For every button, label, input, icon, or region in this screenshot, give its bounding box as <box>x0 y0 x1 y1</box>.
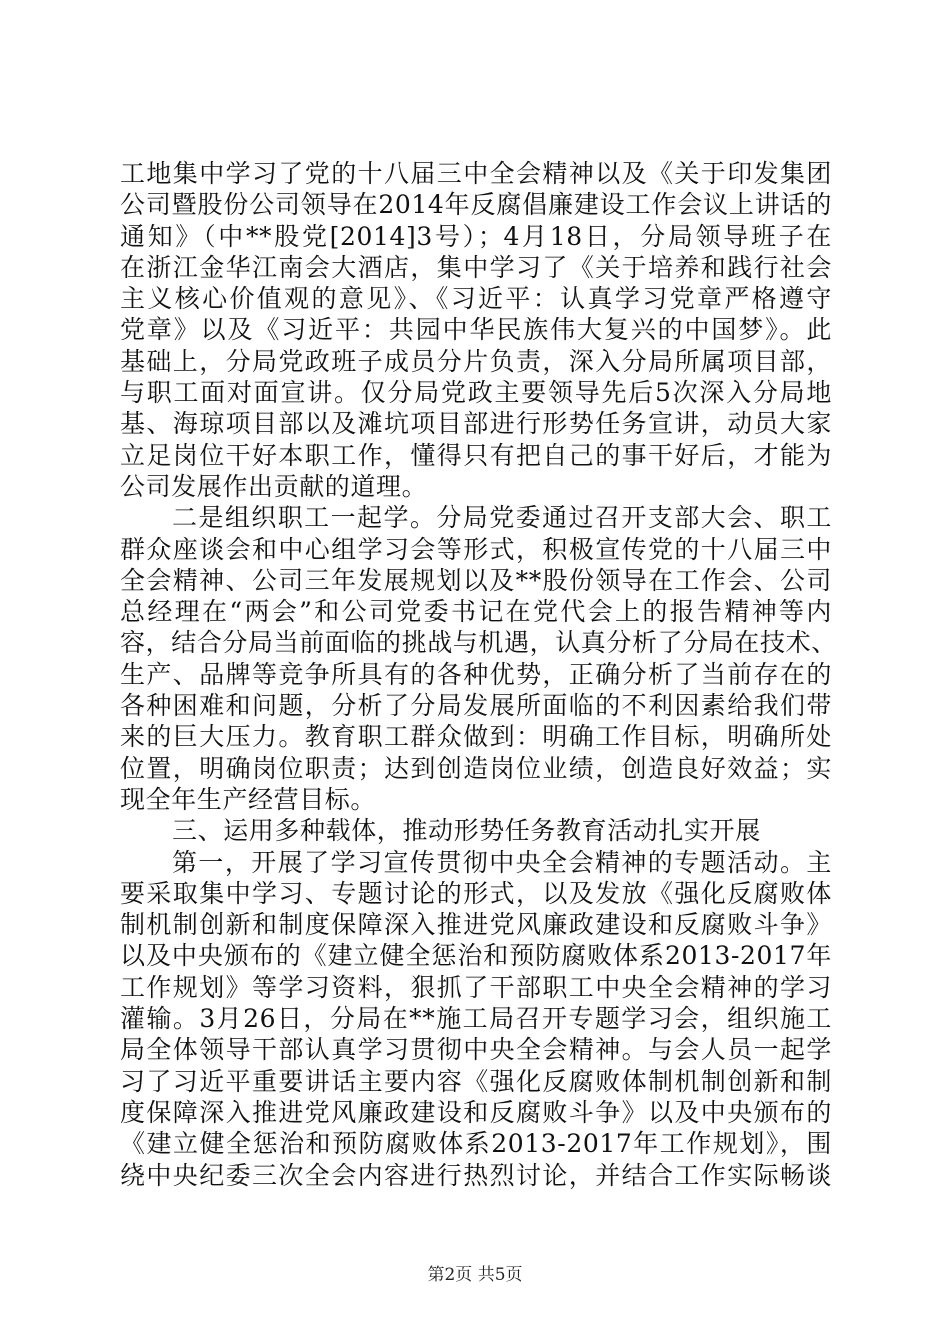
text-line: 与职工面对面宣讲。仅分局党政主要领导先后5次深入分局地 <box>120 378 832 408</box>
paragraph-start-line: 二是组织职工一起学。分局党委通过召开支部大会、职工 <box>172 503 832 533</box>
text-line: 来的巨大压力。教育职工群众做到：明确工作目标，明确所处 <box>120 722 832 752</box>
text-line: 党章》以及《习近平：共园中华民族伟大复兴的中国梦》。此 <box>120 315 832 345</box>
text-line: 公司暨股份公司领导在2014年反腐倡廉建设工作会议上讲话的 <box>120 190 832 220</box>
text-line: 制机制创新和制度保障深入推进党风廉政建设和反腐败斗争》 <box>120 910 832 940</box>
paragraph-start-line: 第一，开展了学习宣传贯彻中央全会精神的专题活动。主 <box>172 847 832 877</box>
text-line: 灌输。3月26日，分局在**施工局召开专题学习会，组织施工 <box>120 1004 832 1034</box>
text-line: 《建立健全惩治和预防腐败体系2013-2017年工作规划》，围 <box>120 1129 832 1159</box>
text-line: 度保障深入推进党风廉政建设和反腐败斗争》以及中央颁布的 <box>120 1097 832 1127</box>
text-line: 生产、品牌等竞争所具有的各种优势，正确分析了当前存在的 <box>120 659 832 689</box>
body-text <box>120 158 837 1191</box>
text-line: 要采取集中学习、专题讨论的形式，以及发放《强化反腐败体 <box>120 878 832 908</box>
text-line: 工作规划》等学习资料，狠抓了干部职工中央全会精神的学习 <box>120 972 832 1002</box>
text-line: 习了习近平重要讲话主要内容《强化反腐败体制机制创新和制 <box>120 1066 832 1096</box>
text-line: 群众座谈会和中心组学习会等形式，积极宣传党的十八届三中 <box>120 534 832 564</box>
text-line: 容，结合分局当前面临的挑战与机遇，认真分析了分局在技术、 <box>120 628 837 658</box>
text-line: 各种困难和问题，分析了分局发展所面临的不利因素给我们带 <box>120 691 832 721</box>
text-line: 立足岗位干好本职工作，懂得只有把自己的事干好后，才能为 <box>120 440 832 470</box>
text-line: 以及中央颁布的《建立健全惩治和预防腐败体系2013-2017年 <box>120 941 832 971</box>
text-line: 全会精神、公司三年发展规划以及**股份领导在工作会、公司 <box>120 565 832 595</box>
text-line: 现全年生产经营目标。 <box>120 784 377 814</box>
text-line: 位置，明确岗位职责；达到创造岗位业绩，创造良好效益；实 <box>120 753 832 783</box>
text-line: 在浙江金华江南会大酒店，集中学习了《关于培养和践行社会 <box>120 252 832 282</box>
text-line: 工地集中学习了党的十八届三中全会精神以及《关于印发集团 <box>120 159 832 188</box>
text-line: 公司发展作出贡献的道理。 <box>120 471 428 501</box>
text-line: 通知》（中**股党[2014]3号）；4月18日，分局领导班子在 <box>120 221 832 251</box>
text-line: 基础上，分局党政班子成员分片负责，深入分局所属项目部， <box>120 346 832 376</box>
text-line: 局全体领导干部认真学习贯彻中央全会精神。与会人员一起学 <box>120 1035 832 1065</box>
page-number-footer: 第2页 共5页 <box>427 1265 523 1285</box>
text-line: 绕中央纪委三次全会内容进行热烈讨论，并结合工作实际畅谈 <box>120 1160 832 1190</box>
text-line: 主义核心价值观的意见》、《习近平：认真学习党章严格遵守 <box>120 284 832 314</box>
text-line: 基、海琼项目部以及滩坑项目部进行形势任务宣讲，动员大家 <box>120 409 832 439</box>
text-line: 总经理在“两会”和公司党委书记在党代会上的报告精神等内 <box>120 597 832 627</box>
section-heading: 三、运用多种载体，推动形势任务教育活动扎实开展 <box>172 816 761 846</box>
